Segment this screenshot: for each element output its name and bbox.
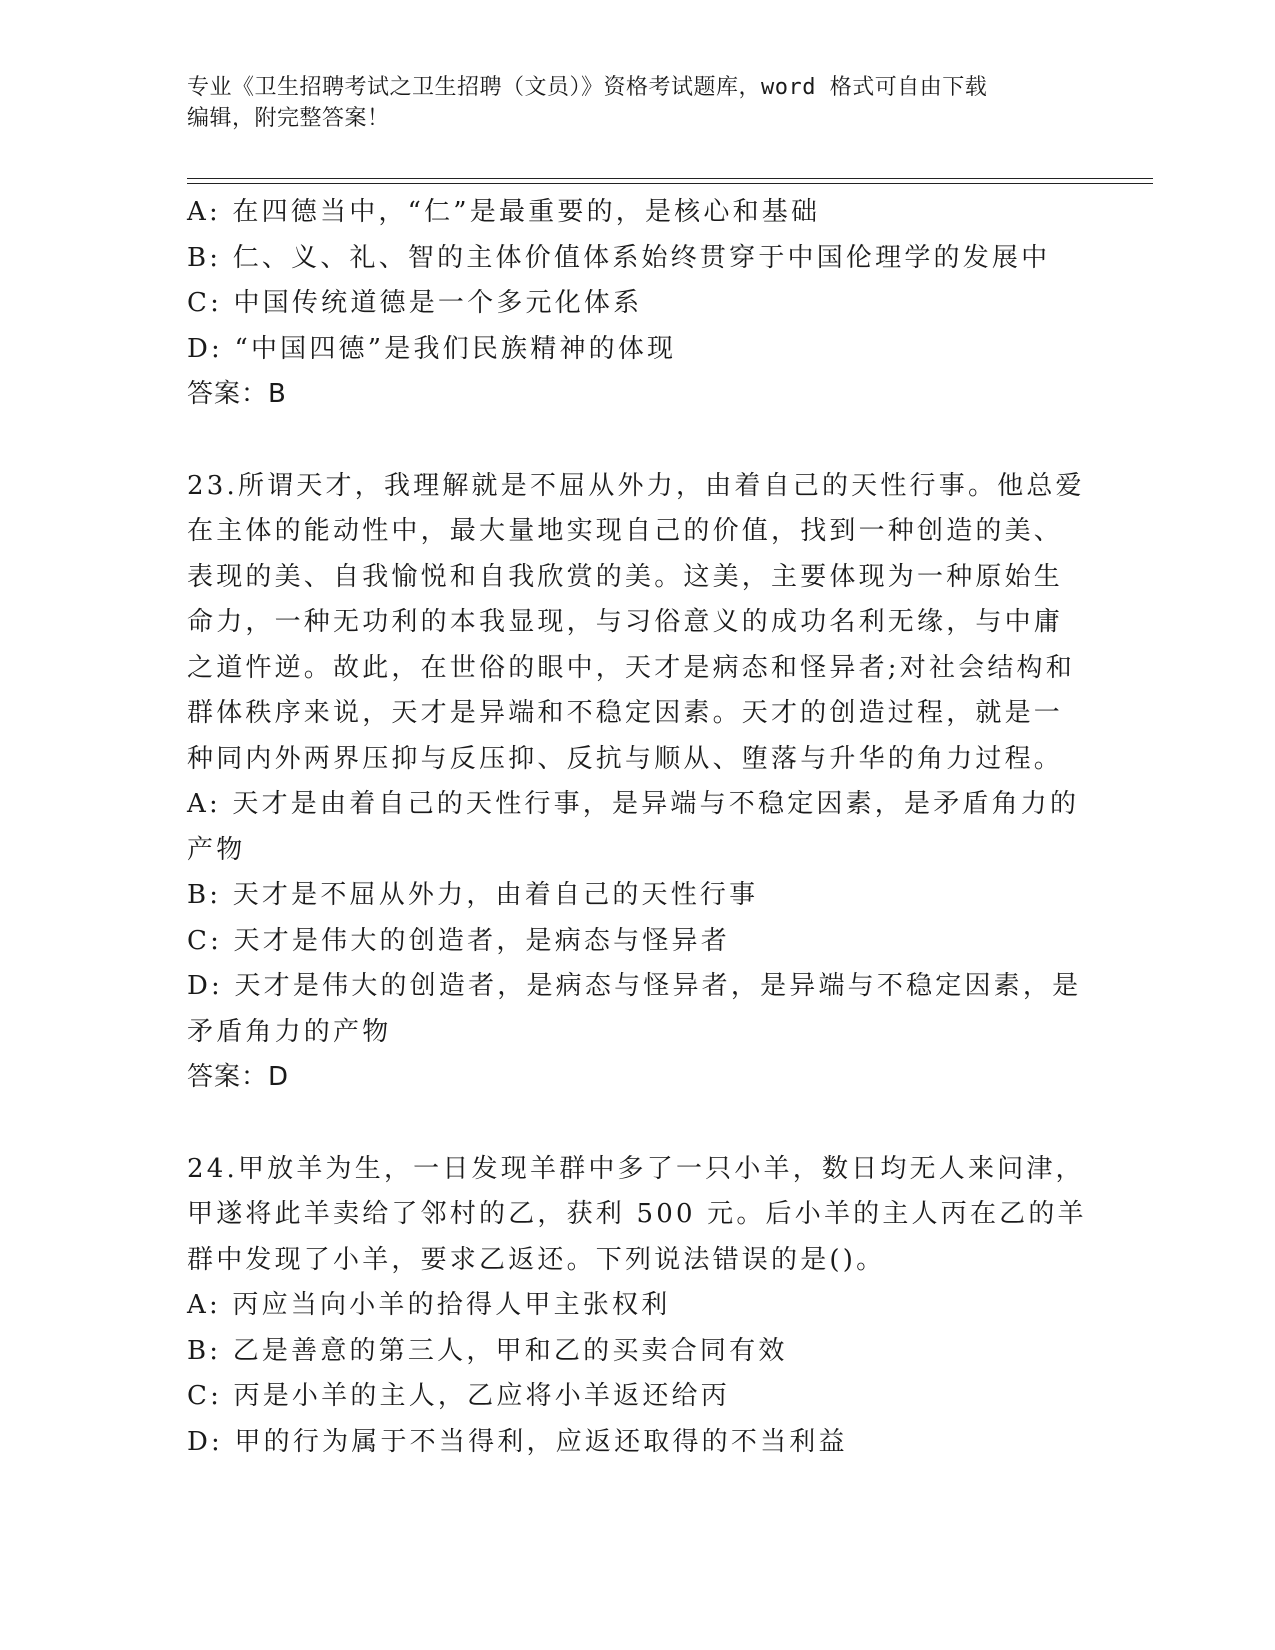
q22-answer: 答案：B [187,379,287,409]
q22-option-d: D: “中国四德”是我们民族精神的体现 [187,333,677,364]
q22-option-c: C: 中国传统道德是一个多元化体系 [187,288,643,318]
q24-option-a: A: 丙应当向小羊的拾得人甲主张权利 [187,1290,671,1320]
q23-option-a-continued: 产物 [187,834,246,865]
header-line-2: 编辑，附完整答案！ [187,106,390,131]
question-24 [187,1147,1087,1466]
q24-stem-line: 群中发现了小羊，要求乙返还。下列说法错误的是()。 [187,1244,886,1275]
q23-stem-line: 群体秩序来说，天才是异端和不稳定因素。天才的创造过程，就是一 [187,698,1064,728]
spacer [187,1101,1077,1147]
q23-option-a: A: 天才是由着自己的天性行事，是异端与不稳定因素，是矛盾角力的 [187,789,1080,819]
spacer [187,418,1077,464]
q22-option-b: B: 仁、义、礼、智的主体价值体系始终贯穿于中国伦理学的发展中 [187,242,1051,273]
q23-stem-line: 命力，一种无功利的本我显现，与习俗意义的成功名利无缘，与中庸 [187,607,1064,637]
q23-option-d: D: 天才是伟大的创造者，是病态与怪异者，是异端与不稳定因素，是 [187,971,1082,1001]
question-23 [187,464,1085,1101]
q23-option-d-continued: 矛盾角力的产物 [187,1016,392,1047]
document-body [187,190,1087,1465]
document-header [187,72,1087,134]
q23-answer: 答案：D [187,1062,290,1092]
q24-option-d: D: 甲的行为属于不当得利，应返还取得的不当利益 [187,1426,848,1457]
q24-stem-line: 甲遂将此羊卖给了邻村的乙，获利 500 元。后小羊的主人丙在乙的羊 [187,1199,1087,1229]
q23-stem-line: 之道忤逆。故此，在世俗的眼中，天才是病态和怪异者;对社会结构和 [187,652,1075,683]
question-22 [187,190,1077,418]
header-divider-bottom [187,183,1153,184]
q23-stem-line: 在主体的能动性中，最大量地实现自己的价值，找到一种创造的美、 [187,516,1064,546]
q24-option-b: B: 乙是善意的第三人，甲和乙的买卖合同有效 [187,1335,788,1366]
header-divider-top [187,178,1153,179]
header-line-1: 专业《卫生招聘考试之卫生招聘（文员）》资格考试题库，word 格式可自由下载 [187,75,988,100]
q24-option-c: C: 丙是小羊的主人，乙应将小羊返还给丙 [187,1381,730,1411]
q22-option-a: A: 在四德当中，“仁”是最重要的，是核心和基础 [187,197,821,227]
q23-option-c: C: 天才是伟大的创造者，是病态与怪异者 [187,925,730,956]
q23-stem-line: 种同内外两界压抑与反压抑、反抗与顺从、堕落与升华的角力过程。 [187,743,1064,774]
q24-stem-line: 24.甲放羊为生，一日发现羊群中多了一只小羊，数日均无人来问津， [187,1153,1085,1184]
q23-stem-line: 23.所谓天才，我理解就是不屈从外力，由着自己的天性行事。他总爱 [187,470,1085,501]
q23-stem-line: 表现的美、自我愉悦和自我欣赏的美。这美，主要体现为一种原始生 [187,561,1064,592]
q23-option-b: B: 天才是不屈从外力，由着自己的天性行事 [187,880,759,910]
